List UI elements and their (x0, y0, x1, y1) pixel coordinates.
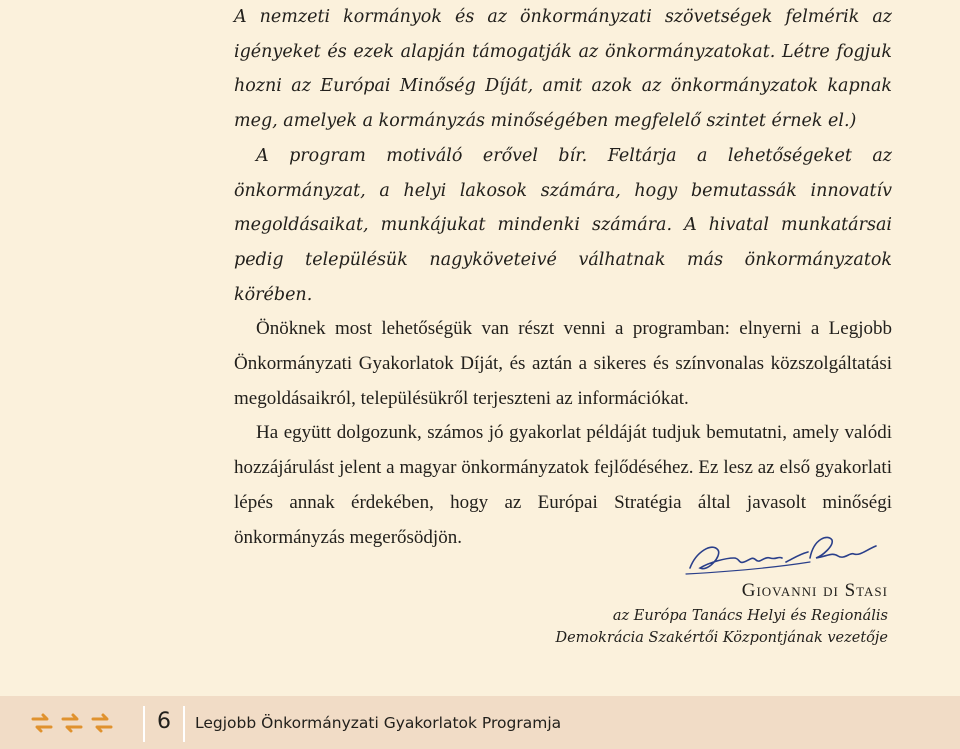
footer-divider (183, 706, 185, 742)
exchange-arrows-icon (30, 712, 54, 734)
main-text (234, 0, 892, 555)
signatory-name: Giovanni di Stasi (741, 580, 888, 601)
footer-arrows (30, 712, 114, 736)
footer-divider (143, 706, 145, 742)
handwritten-signature (682, 528, 882, 584)
paragraph-4: Ha együtt dolgozunk, számos jó gyakorlat példáját tudjuk bemutatni, amely valódi hozzájárulást jelent a magyar önkormányzatok fejlődéséhez. Ez lesz az első gyakorlati lépés annak érdekében, hogy az Európai Stratégia által javasolt minőségi önkormányzás megerősödjön. (234, 422, 892, 548)
signatory-role (555, 605, 888, 649)
paragraph-1: A nemzeti kormányok és az önkormányzati szövetségek felmérik az igényeket és ezek alapján támogatják az önkormányzatokat. Létre fogjuk hozni az Európai Minőség Díját, amit azok az önkormányzatok kapnak meg, amelyek a kormányzás minőségében megfelelő szintet érnek el.) (234, 7, 892, 132)
exchange-arrows-icon (60, 712, 84, 734)
signatory-role-line-2: Demokrácia Szakértői Központjának vezetője (555, 630, 888, 646)
paragraph-3: Önöknek most lehetőségük van részt venni a programban: elnyerni a Legjobb Önkormányzati Gyakorlatok Díját, és aztán a sikeres és színvonalas közszolgáltatási megoldásaikról, településükről terjeszteni az információkat. (234, 318, 892, 409)
paragraph-2: A program motiváló erővel bír. Feltárja a lehetőségeket az önkormányzat, a helyi lakosok számára, hogy bemutassák innovatív megoldásaikat, munkájukat mindenki számára. A hivatal munkatársai pedig településük nagyköveteivé válhatnak más önkormányzatok körében. (234, 145, 892, 305)
page-number: 6 (157, 709, 171, 734)
exchange-arrows-icon (90, 712, 114, 734)
signatory-role-line-1: az Európa Tanács Helyi és Regionális (612, 608, 888, 624)
footer-title: Legjobb Önkormányzati Gyakorlatok Programja (195, 714, 562, 732)
